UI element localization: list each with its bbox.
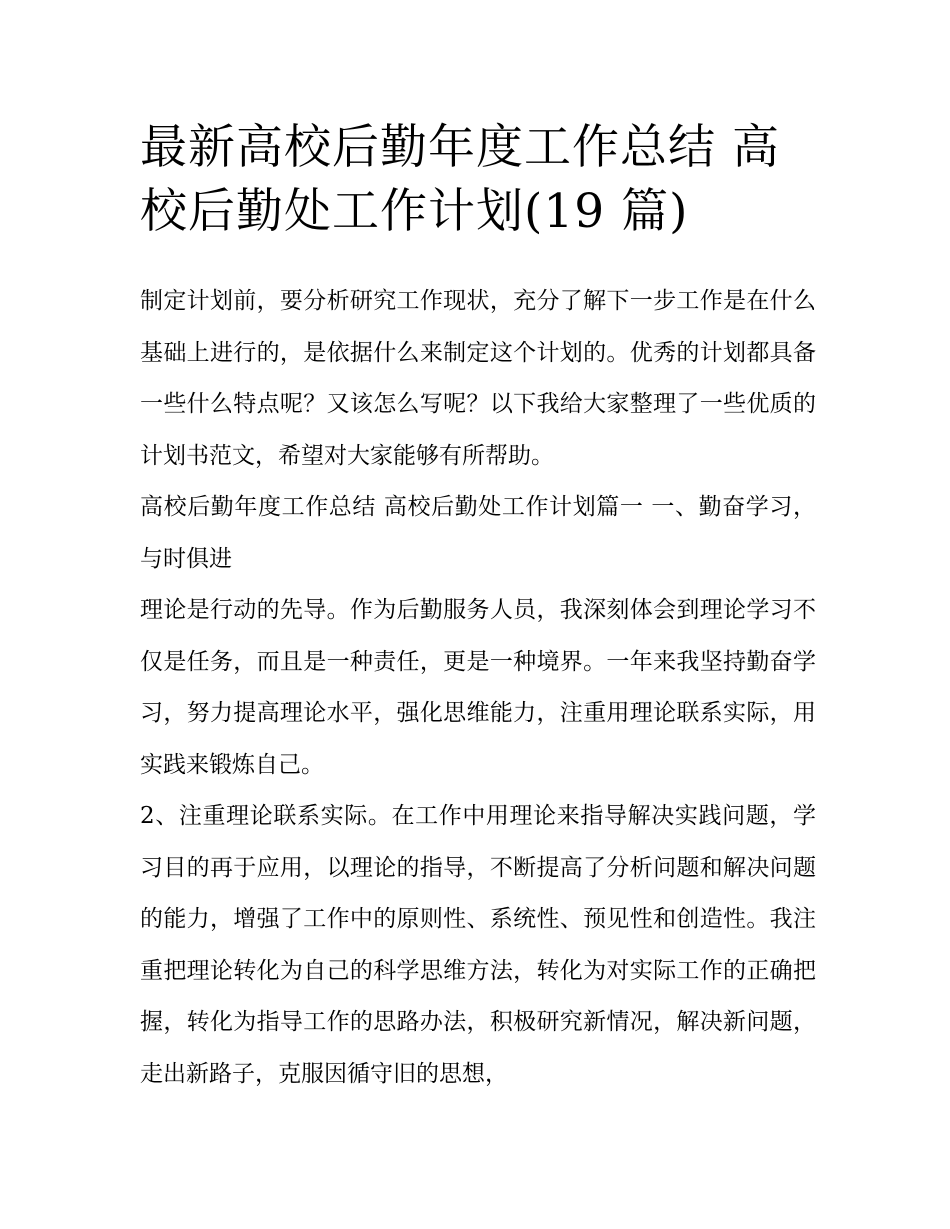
section-heading-paragraph: 高校后勤年度工作总结 高校后勤处工作计划篇一 一、勤奋学习，与时俱进 xyxy=(140,494,816,572)
document-title: 最新高校后勤年度工作总结 高校后勤处工作计划(19 篇) xyxy=(140,120,780,239)
document-body xyxy=(140,276,816,1100)
intro-paragraph: 制定计划前，要分析研究工作现状，充分了解下一步工作是在什么基础上进行的，是依据什么来制定这个计划的。优秀的计划都具备一些什么特点呢？又该怎么写呢？以下我给大家整理了一些优质的计划书范文，希望对大家能够有所帮助。 xyxy=(140,288,816,469)
theory-paragraph: 理论是行动的先导。作为后勤服务人员，我深刻体会到理论学习不仅是任务，而且是一种责任，更是一种境界。一年来我坚持勤奋学习，努力提高理论水平，强化思维能力，注重用理论联系实际，用实践来锻炼自己。 xyxy=(140,597,816,778)
practice-paragraph: 2、注重理论联系实际。在工作中用理论来指导解决实践问题，学习目的再于应用，以理论的指导，不断提高了分析问题和解决问题的能力，增强了工作中的原则性、系统性、预见性和创造性。我注重把理论转化为自己的科学思维方法，转化为对实际工作的正确把握，转化为指导工作的思路办法，积极研究新情况，解决新问题，走出新路子，克服因循守旧的思想， xyxy=(140,803,816,1087)
